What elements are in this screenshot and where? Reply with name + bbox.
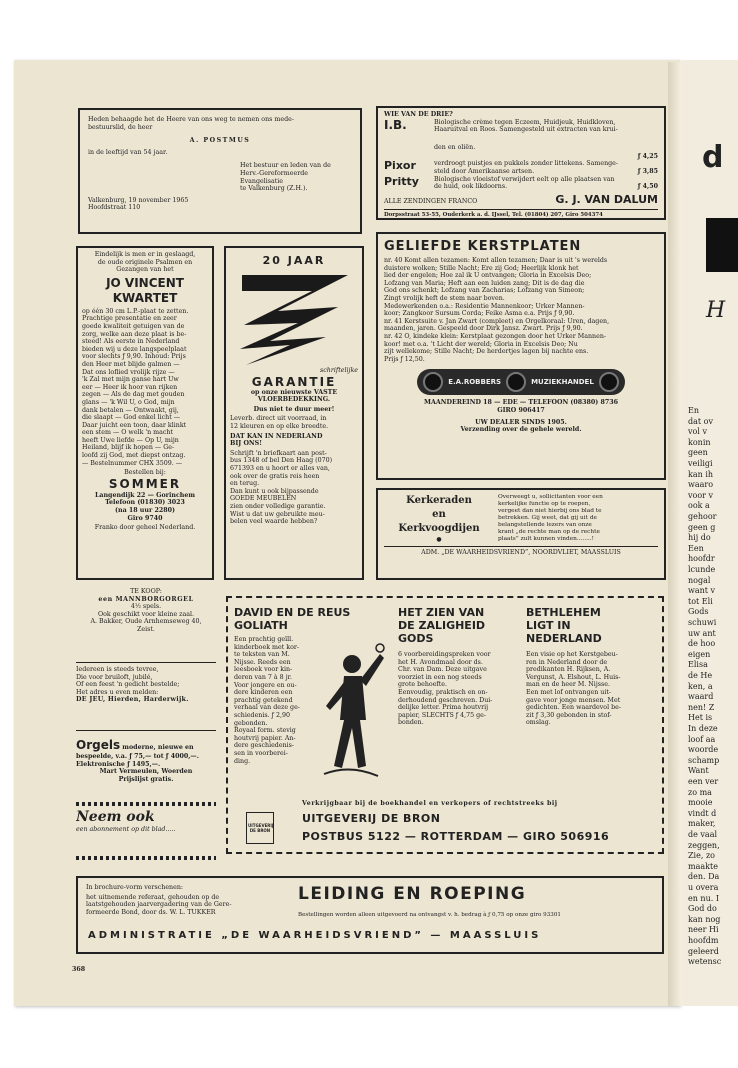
robbers-logo [384, 369, 658, 395]
kwartet-body-line: bieden wij u deze langspeelplaat [82, 345, 187, 353]
bron-col1-line: dere geschiedenis- [234, 742, 294, 750]
garantie-body [230, 450, 358, 526]
next-page-line: En [688, 406, 699, 415]
orgel-l3: Ook geschikt voor kleine zaal. [97, 610, 195, 618]
kwartet-body-line: — Bestelnummer CHX 3509. — [82, 459, 183, 467]
next-page-line: uw ant [688, 628, 716, 638]
neem-ook-title: Neem ook [76, 809, 155, 825]
kerstplaten-line: koor; Zangkoor Sursum Corda; Feike Asma e.a. Prijs ƒ 9,90. [384, 310, 575, 318]
bron-col1-line: Royaal form. stevig [234, 727, 296, 735]
next-page-line: de vaal [688, 830, 718, 839]
kwartet-body-line: 'k Zal met mijn ganse hart Uw [82, 376, 179, 384]
kwartet-body-line: glans — 'k Wil U, o God, mijn [82, 398, 175, 406]
orgels-title: Orgels [76, 738, 121, 752]
garantie-ad [224, 246, 364, 580]
orgels-l2: bespeelde, v.a. ƒ 75,— tot ƒ 4000,—. [76, 753, 199, 760]
kerstplaten-line: Prijs ƒ 12,50. [384, 355, 425, 363]
jeu-line: Die voor bruiloft, jubilé, [76, 673, 153, 681]
record-icon [506, 372, 526, 392]
kwartet-intro: de oude originele Psalmen en [97, 258, 193, 266]
kerkeraden-text-line: krant „de rechte man op de rechte [498, 529, 600, 535]
next-page-line: geleerd [688, 946, 719, 956]
bron-col3-line: gedichten. Een waardevol be- [526, 704, 621, 712]
kerkeraden-text-line: vergeet dan niet hierbij ons blad te [498, 508, 602, 514]
garantie-l3: Dus niet te duur meer! [253, 405, 335, 413]
next-page-line: zo ma [688, 787, 712, 797]
bron-col2-line: Chr. van Dam. Deze uitgave [398, 666, 487, 674]
next-page-line: kan nog [688, 914, 721, 924]
next-page-line: hoofdm [688, 936, 719, 945]
kerstplaten-line: maanden, jaren. Gespeeld door Dirk Jansz. Zwart. Prijs ƒ 9,90. [384, 325, 583, 333]
next-page-line: schamp [688, 755, 720, 765]
drie-brand-ib: I.B. [384, 117, 407, 132]
bron-col2-line: bonden. [398, 719, 424, 727]
next-page-line: ken, a [688, 681, 713, 691]
next-page-line: een ver [688, 777, 719, 786]
orgel-te-koop-ad [76, 588, 216, 660]
next-page-line: Elisa [688, 660, 708, 670]
orgel-l2: 4½ spels. [130, 603, 162, 611]
leiding-title: LEIDING EN ROEPING [298, 884, 527, 904]
next-page-line: vol v [688, 427, 707, 437]
robbers-logo-name: E.A.ROBBERS [448, 378, 502, 387]
kerkeraden-ad [376, 488, 666, 580]
kwartet-phone: Telefoon (01830) 3023 [105, 499, 185, 507]
de-bron-logo [246, 812, 274, 844]
obituary-sign1: Het bestuur en leden van de [240, 162, 331, 170]
next-page-line: neer Hi [688, 925, 719, 935]
bron-publisher: UITGEVERIJ DE BRON [302, 812, 441, 825]
garantie-body-line: Wist u dat uw gebruikte meu- [230, 510, 325, 518]
obituary-sign3: te Valkenburg (Z.H.). [240, 185, 308, 193]
de-jeu-ad [76, 666, 216, 722]
orgels-l3: Elektronische ƒ 1495,—. [76, 760, 161, 768]
drie-item-line: Biologische crème tegen Eczeem, Huidjeuk, Huidkloven, [434, 118, 616, 126]
garantie-body-line: belen veel waarde hebben? [230, 518, 318, 526]
kwartet-body-line: voor slechts ƒ 9,90. Inhoud: Prijs [82, 353, 186, 361]
kerstplaten-dealer: UW DEALER SINDS 1905. [475, 418, 567, 426]
wie-van-de-drie-ad [376, 106, 666, 220]
next-page-line: gehoor [688, 512, 717, 521]
next-page-line: de hoo [688, 639, 716, 649]
next-page-line: loof aa [688, 734, 716, 744]
kwartet-body-line: Heiland, blijf ik hopen — Ge- [82, 444, 175, 452]
kerkeraden-adm: ADM. „DE WAARHEIDSVRIEND”, NOORDVLIET, MAASSLUIS [421, 549, 621, 556]
next-page-line: God do [688, 904, 717, 914]
kerkeraden-text-line: belangstellende lezers van onze [498, 522, 592, 528]
orgels-l1: moderne, nieuwe en [120, 744, 194, 751]
kwartet-body-line: dank betalen — Ontwaakt, gij, [82, 406, 179, 414]
next-page-line: ook a [688, 501, 710, 511]
kwartet-name2: KWARTET [112, 290, 178, 305]
kerstplaten-giro: GIRO 906417 [497, 406, 545, 414]
bron-col1-line: verhaal van deze ge- [234, 704, 300, 712]
next-page-line: eigen [688, 649, 711, 659]
garantie-l2: VLOERBEDEKKING. [257, 396, 331, 404]
neem-ook-ad [76, 808, 216, 852]
bron-col3-line: Een visie op het Kerstgebeu- [526, 651, 618, 658]
bron-col2-line: derhoudend geschreven. Dui- [398, 696, 493, 704]
divider [76, 730, 216, 731]
bron-title3c: NEDERLAND [526, 632, 602, 645]
drie-franco: ALLE ZENDINGEN FRANCO [384, 197, 478, 205]
next-page-line: u overa [688, 883, 719, 892]
bron-logo-text: UITGEVERIJ DE BRON [248, 823, 274, 833]
kwartet-shop: SOMMER [108, 476, 182, 491]
next-page-line: maker, [688, 819, 716, 829]
kerkeraden-l1: Kerkeraden [406, 495, 472, 506]
next-page-line: tot Eli [688, 596, 713, 606]
kwartet-body-line: die slaapt — God enkel licht — [82, 414, 181, 422]
bron-col2-line: papier, SLECHTS ƒ 4,75 ge- [398, 711, 487, 719]
next-page-line: geen [688, 448, 708, 458]
bron-col1-line: leesboek voor kin- [234, 666, 293, 674]
leiding-l2: het uitnemende referaat, gehouden op de [86, 893, 220, 901]
bron-col1-line: sen in voorberei- [234, 749, 288, 757]
kerstplaten-line: nr. 41 Kerstsuite v. Jan Zwart (compleet) en Orgelkoraal: Uren, dagen, [384, 317, 610, 325]
bron-col1-line: dere kinderen een [234, 689, 293, 697]
wavy-divider [76, 856, 216, 860]
kwartet-intro: Gezangen van het [116, 266, 174, 274]
next-page-line: hoofdr [688, 554, 715, 564]
next-page-line: nogal [688, 575, 711, 585]
obituary-sign2: Herv.-Gereformeerde Evangelisatie [240, 169, 308, 185]
kwartet-body-line: goede kwaliteit getuigen van de [82, 322, 185, 330]
garantie-body-line: ook over de gratis reis heen [230, 472, 320, 480]
kerkeraden-text-line: plaats” zult kunnen vinden........! [498, 536, 594, 542]
drie-price: ƒ 3,85 [637, 167, 658, 175]
jeu-line: Of een feest 'n gedicht bestelde; [76, 681, 180, 689]
kerstplaten-send: Verzending over de gehele wereld. [460, 426, 582, 434]
next-page-line: wetensc [688, 957, 722, 967]
record-icon [599, 372, 619, 392]
garantie-word: GARANTIE [251, 374, 337, 389]
bron-col1-line: ding. [234, 757, 251, 765]
leiding-l1: In brochure-vorm verschenen: [86, 884, 184, 891]
leiding-admin: ADMINISTRATIE „DE WAARHEIDSVRIEND” — MAASSLUIS [88, 930, 542, 941]
next-page-line: dat ov [688, 416, 713, 426]
jo-vincent-kwartet-ad [76, 246, 214, 580]
robbers-logo-shop: MUZIEKHANDEL [531, 378, 594, 387]
next-page-line: want v [688, 586, 716, 596]
drie-item-pixor [384, 160, 658, 175]
garantie-l4: Leverb. direct uit voorraad, in [230, 415, 327, 423]
bron-col2-line: 6 voorbereidingspreken voor [398, 651, 491, 658]
bron-col3-text [526, 651, 658, 727]
leiding-l3: laatstgehouden jaarvergadering van de Gere- [86, 901, 232, 909]
leiding-en-roeping-ad [76, 876, 664, 954]
next-page-line: geen g [688, 522, 716, 532]
next-page-script-letter: H [706, 298, 726, 323]
kerkeraden-l2: en [432, 509, 446, 520]
next-page-line: veiligi [688, 459, 713, 468]
bron-col1-text [234, 636, 314, 786]
orgels-l4: Mart Vermeulen, Woerden [99, 768, 193, 776]
kwartet-body-line: op één 30 cm L.P.-plaat te zetten. [82, 307, 189, 315]
divider [76, 662, 216, 663]
drie-item-line: Haaruitval en Roos. Samengesteld uit extracten van krui- [434, 126, 618, 134]
garantie-years: 20 JAAR [262, 254, 326, 267]
kwartet-body-line: Dat ons loflied vrolijk rijze — [82, 368, 175, 376]
kerstplaten-addr: MAANDEREIND 18 — EDE — TELEFOON (08380) 8736 [423, 399, 618, 407]
kwartet-body-line: steed! Als eerste in Nederland [82, 338, 180, 346]
kerkeraden-text-line: Overweegt u, sollicitanten voor een [498, 494, 603, 500]
bron-col3-line: zit ƒ 3,30 gebonden in stof- [526, 711, 612, 719]
kwartet-body-line: heeft Uwe liefde — Op U, mijn [82, 436, 179, 444]
bron-col1-line: te teksten van M. [234, 651, 290, 659]
kwartet-franco: Franko door geheel Nederland. [94, 524, 196, 532]
next-page-line: schuwi [688, 618, 717, 627]
bron-title3a: BETHLEHEM [526, 606, 601, 619]
bron-col1-line: Een prachtig geïll. [234, 636, 294, 643]
next-page-line: voor v [688, 490, 714, 500]
obituary-date: Valkenburg, 19 november 1965 [88, 196, 189, 204]
page-spine [668, 62, 682, 1006]
bron-title1a: DAVID EN DE REUS [234, 606, 351, 619]
kwartet-body-line: zegen — Als de dag met gouden [82, 391, 185, 399]
garantie-body-line: Dan kunt u ook bijpassende [230, 487, 319, 495]
kwartet-body-line: loofd zij God, met diepst ontzag. [82, 452, 186, 460]
obituary-age: in de leeftijd van 54 jaar. [88, 148, 168, 156]
orgels-ad [76, 734, 216, 790]
kwartet-body-line: zorg, welke aan deze plaat is be- [82, 330, 187, 338]
garantie-l6: DAT KAN IN NEDERLAND [230, 432, 323, 440]
bron-col1-line: prachtig getekend [234, 696, 293, 704]
next-page-line: mooie [688, 798, 713, 808]
drie-brand-pixor: Pixor [384, 159, 416, 173]
kerstplaten-line: koor! met o.a. 't Licht der wereld; Gloria in Excelsis Deo; Nu [384, 340, 578, 348]
kerstplaten-line: lied der engelen; Hoe zal ik U ontvangen; Gloria in Excelsis Deo; [384, 272, 592, 280]
drie-address: Dorpsstraat 53-55, Ouderkerk a. d. IJssel, Tel. (01804) 207, Giro 504374 [384, 211, 603, 218]
kwartet-body-line: den Heer met blijde galmen — [82, 360, 180, 368]
kwartet-address: Langendijk 22 — Gorinchem [94, 491, 196, 499]
bron-col1-line: Voor jongere en ou- [234, 681, 297, 689]
kerstplaten-list [384, 257, 658, 363]
garantie-body-line: zien onder volledige garantie. [230, 502, 326, 510]
kwartet-name1: JO VINCENT [106, 275, 184, 290]
kwartet-body-line: een stem — O welk 'n macht [82, 429, 174, 437]
jeu-line: Het adres u even melden: [76, 688, 159, 696]
bron-title2a: HET ZIEN VAN [398, 606, 485, 619]
bron-title2c: GODS [398, 632, 434, 645]
garantie-l5: 12 kleuren en op elke breedte. [230, 422, 329, 430]
kwartet-intro: Eindelijk is men er in geslaagd, [94, 251, 196, 258]
obituary-line2: bestuurslid, de heer [88, 123, 153, 131]
bron-col2-line: delijke letter. Prima houtvrij [398, 704, 489, 712]
kwartet-phone2: (na 18 uur 2280) [115, 507, 175, 515]
next-page-line: Zie, zo [688, 851, 715, 861]
kerstplaten-line: Medewerkenden o.a.: Residentie Mannenkoor; Urker Mannen- [384, 302, 585, 310]
next-page-edge [682, 60, 738, 1006]
next-page-black-block [706, 218, 738, 272]
obituary-line1: Heden behaagde het de Heere van ons weg te nemen ons mede- [88, 116, 294, 123]
obituary-name: A. POSTMUS [189, 137, 251, 145]
drie-item-line: de huid, ook likdoorns. [434, 183, 508, 191]
bron-col2-line: voorziet in een nog steeds [398, 673, 482, 681]
garantie-body-line: bus 1348 of bel Den Haag (070) [230, 457, 333, 465]
bullet-dot-icon: ● [436, 536, 442, 543]
drie-item-line: Biologische vloeistof verwijdert eelt op alle plaatsen van [434, 175, 615, 183]
bron-col1-line: schiedenis. ƒ 2,90 [234, 711, 290, 719]
garantie-l7: BIJ ONS! [230, 440, 262, 448]
next-page-line: waaro [688, 480, 714, 490]
drie-item-ib [384, 119, 658, 161]
uitgeverij-de-bron-ad [226, 596, 664, 854]
kwartet-giro: Giro 9740 [127, 514, 163, 522]
garantie-small: schriftelijke [320, 367, 358, 374]
bron-col3-line: man en de heer M. Nijsse. [526, 681, 610, 689]
next-page-line: vindt d [688, 808, 717, 818]
next-page-line: lcunde [688, 565, 716, 574]
drie-price: ƒ 4,25 [637, 152, 658, 160]
next-page-line: Gods [688, 607, 709, 617]
bron-availability: Verkrijgbaar bij de boekhandel en verkopers of rechtstreeks bij [302, 800, 558, 807]
bron-title2b: DE ZALIGHEID [398, 619, 486, 632]
bron-col2-line: Eenvoudig, praktisch en on- [398, 688, 488, 696]
record-icon [423, 372, 443, 392]
next-page-line: hij do [688, 533, 711, 543]
wavy-divider [76, 802, 216, 806]
kwartet-body-line: Prachtige presentatie en zeer [82, 315, 177, 323]
next-page-line: woorde [688, 745, 719, 755]
orgel-koop: TE KOOP: [130, 588, 162, 595]
kerstplaten-ad [376, 232, 666, 480]
bron-col3-line: Een met lof ontvangen uit- [526, 688, 612, 696]
kerkeraden-text-line: betrekken. Gij weet, dat gij uit de [498, 515, 597, 521]
kerkeraden-text [494, 494, 658, 544]
drie-price: ƒ 4,50 [637, 183, 658, 191]
next-page-big-letter: d [702, 140, 724, 175]
kwartet-order: Bestellen bij: [124, 469, 166, 477]
garantie-body-line: en terug. [230, 480, 260, 488]
next-page-line: kan ih [688, 469, 714, 479]
bron-col1-line: houtvrij papier. An- [234, 734, 296, 742]
leiding-l4: formeerde Bond, door ds. W. L. TUKKER [86, 908, 216, 916]
drie-item-line: verdroogt puistjes en pukkels zonder littekens. Samenge- [434, 160, 619, 168]
jeu-address: DE JEU, Hierden, Harderwijk. [76, 696, 189, 704]
kerstplaten-line: God ons schenkt; Lofzang van Zacharias; Lofzang van Simeon; [384, 287, 585, 295]
drie-heading: WIE VAN DE DRIE? [384, 111, 453, 118]
jeu-line: Iedereen is steeds tevree, [76, 666, 159, 673]
bron-col3-line: predikanten H. Rijksen, A. [526, 666, 611, 674]
kerstplaten-line: Zingt vrolijk heft de stem naar boven. [384, 294, 505, 302]
next-page-line: Het is [688, 713, 713, 723]
drie-item-pritty [384, 176, 658, 191]
next-page-line: zeggen, [688, 840, 720, 850]
next-page-line: Want [688, 766, 709, 776]
garantie-l1: op onze nieuwste VASTE [250, 388, 338, 396]
orgel-l4: A. Bakker, Oude Arnhemseweg 40, [90, 618, 202, 626]
drie-item-line: steld door Amerikaanse artsen. [434, 167, 535, 175]
bron-col1-line: deren van 7 à 8 jr. [234, 673, 292, 681]
david-illustration [314, 636, 386, 786]
bron-col1-line: gebonden. [234, 719, 268, 727]
next-page-line: konin [688, 437, 711, 447]
kerstplaten-line: duistere wolken; Stille Nacht; Ere zij God; Heerlijk klonk het [384, 264, 579, 272]
garantie-body-line: 671393 en u hoort er alles van, [230, 464, 330, 472]
bron-address: POSTBUS 5122 — ROTTERDAM — GIRO 506916 [302, 830, 610, 843]
bron-col1-line: kinderboek met kor- [234, 643, 299, 651]
bron-col3-line: ren in Nederland door de [526, 658, 608, 666]
orgel-l5: Zeist. [137, 625, 155, 633]
orgels-l5: Prijslijst gratis. [118, 775, 174, 783]
lightning-bolt-icon [226, 267, 362, 367]
bron-col1-line: Nijsse. Reeds een [234, 658, 291, 666]
obituary-notice [78, 108, 362, 234]
drie-dealer: G. J. VAN DALUM [555, 192, 658, 206]
next-page-line: en nu. I [688, 893, 719, 903]
obituary-street: Hoofdstraat 110 [88, 204, 141, 212]
garantie-body-line: Schrijft 'n briefkaart aan post- [230, 449, 327, 457]
bron-col2-line: grote behoefte. [398, 681, 448, 689]
bron-col2-line: het H. Avondmaal door ds. [398, 658, 483, 666]
next-page-line: nen! Z [688, 702, 715, 712]
next-page-line: maakte [688, 861, 718, 871]
drie-item-line: den en oliën. [434, 143, 476, 151]
kwartet-body [82, 308, 208, 467]
leiding-order: Bestellingen worden alleen uitgevoerd na ontvangst v. h. bedrag à ƒ 0,75 op onze giro 93301 [298, 912, 561, 918]
kwartet-body-line: eer — Heer ik hoor van rijken [82, 383, 178, 391]
neem-ook-sub: een abonnement op dit blad..... [76, 826, 176, 833]
garantie-body-line: GOEDE MEUBELEN [230, 495, 297, 503]
kwartet-body-line: Daar juicht een toon, daar klinkt [82, 421, 187, 429]
bron-title1b: GOLIATH [234, 619, 288, 632]
bron-col2-text [398, 651, 518, 727]
next-page-line: Een [688, 543, 704, 553]
drie-brand-pritty: Pritty [384, 174, 419, 188]
next-page-line: In deze [688, 724, 718, 733]
orgel-l1: een MANNBORGORGEL [98, 595, 194, 603]
bron-col3-line: Vergunst, A. Elshout, L. Huis- [526, 673, 621, 681]
bron-col3-line: gave voor jonge mensen. Met [526, 696, 621, 704]
bron-col3-line: omslag. [526, 719, 551, 727]
next-page-line: waard [688, 692, 714, 702]
next-page-line: den. Da [688, 872, 720, 882]
kerstplaten-line: nr. 40 Komt allen tezamen: Komt allen tezamen; Daar is uit 's werelds [384, 257, 608, 264]
bron-title3b: LIGT IN [526, 619, 571, 632]
magazine-page [14, 60, 680, 1006]
kerstplaten-line: Lofzang van Maria; Heft aan een luiden zang; Dit is de dag die [384, 279, 585, 287]
page-number: 368 [72, 966, 86, 973]
kerkeraden-l3: Kerkvoogdijen [398, 523, 480, 534]
kerkeraden-text-line: kerkelijke functie op te roepen, [498, 501, 591, 507]
kerstplaten-line: nr. 42 O, kindeke klein: Kerstplaat gezongen door het Urker Mannen- [384, 332, 607, 340]
next-page-line: de He [688, 671, 713, 680]
kerstplaten-title: GELIEFDE KERSTPLATEN [384, 239, 582, 254]
kerstplaten-line: zijt wellekome; Stille Nacht; De herdertjes lagen bij nachte ens. [384, 348, 589, 356]
